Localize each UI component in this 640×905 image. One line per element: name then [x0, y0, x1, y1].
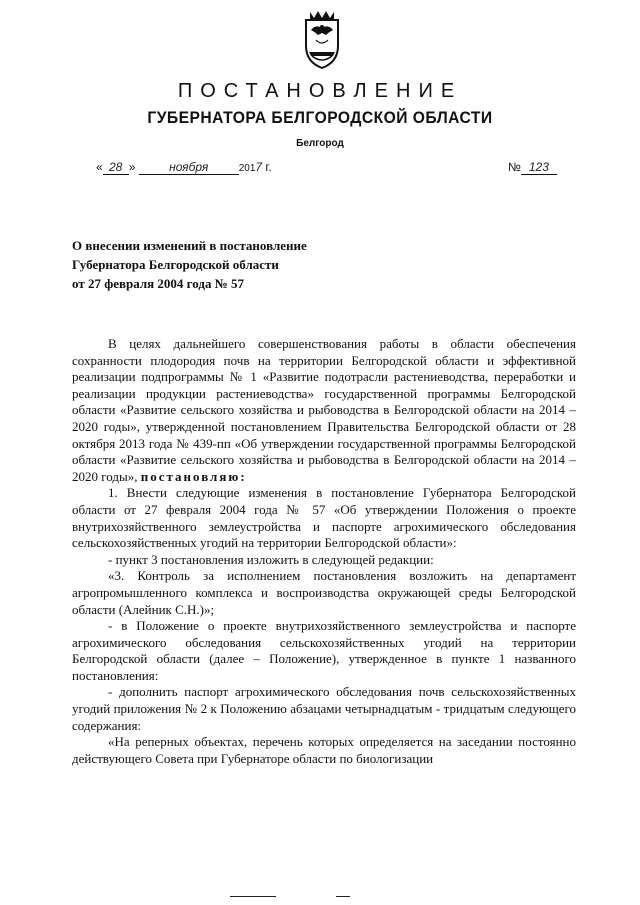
- document-number: № 123: [508, 160, 557, 175]
- date-month: ноября: [139, 160, 239, 175]
- date-year-digit: 7: [255, 160, 263, 174]
- date-day: 28: [103, 160, 129, 175]
- paragraph-preamble: В целях дальнейшего совершенствования работы в области обеспечения сохранности плодородия почв на территории Белгородской области и эффективной реализации подпрограммы № 1 «Развитие подотрасли растениеводства, переработки и реализации продукции растениеводства» государственной программы Белгородской области «Развитие сельского хозяйства и рыбоводства в Белгородской области на 2014 – 2020 годы», утвержденной постановлением Правительства Белгородской области от 28 октября 2013 года № 439-пп «Об утверждении государственной программы Белгородской области «Развитие сельского хозяйства и рыбоводства в Белгородской области на 2014 – 2020 годы», постановляю:: [72, 336, 576, 484]
- coat-of-arms-emblem: [296, 8, 348, 72]
- document-number-value: 123: [521, 160, 557, 175]
- paragraph-regulation-change: - в Положение о проекте внутрихозяйственного землеустройства и паспорте агрохимического обследования сельскохозяйственных угодий на территории Белгородской области (далее – Положение), утвержденное в пункте 1 названного постановления:: [72, 618, 576, 683]
- document-subject: О внесении изменений в постановление Губернатора Белгородской области от 27 февраля 2004 года № 57: [72, 238, 307, 291]
- paragraph-quote-3: «3. Контроль за исполнением постановления возложить на департамент агропромышленного комплекса и воспроизводства окружающей среды Белгородской области (Алейник С.Н.)»;: [72, 568, 576, 617]
- paragraph-item-1: 1. Внести следующие изменения в постановление Губернатора Белгородской области от 27 февраля 2004 года № 57 «Об утверждении Положения о проекте внутрихозяйственного землеустройства и паспорте агрохимического обследования сельскохозяйственных угодий на территории Белгородской области»:: [72, 485, 576, 551]
- document-body: [72, 336, 576, 767]
- city-name: Белгород: [296, 138, 344, 149]
- paragraph-passport-addition: - дополнить паспорт агрохимического обследования почв сельскохозяйственных угодий приложения № 2 к Положению абзацами четырнадцатым - тридцатым следующего содержания:: [72, 684, 576, 733]
- footer-divider-right: [336, 896, 350, 897]
- issuer-title: ГУБЕРНАТОРА БЕЛГОРОДСКОЙ ОБЛАСТИ: [147, 108, 493, 127]
- document-date: « 28 » ноября 2017 г.: [96, 160, 272, 174]
- decree-word: постановляю:: [140, 468, 247, 484]
- footer-divider-left: [230, 896, 276, 897]
- paragraph-reference-objects: «На реперных объектах, перечень которых определяется на заседании постоянно действующего Совета при Губернаторе области по биологизации: [72, 734, 576, 766]
- paragraph-item-point-3: - пункт 3 постановления изложить в следующей редакции:: [108, 551, 434, 567]
- document-type-title: ПОСТАНОВЛЕНИЕ: [177, 80, 463, 102]
